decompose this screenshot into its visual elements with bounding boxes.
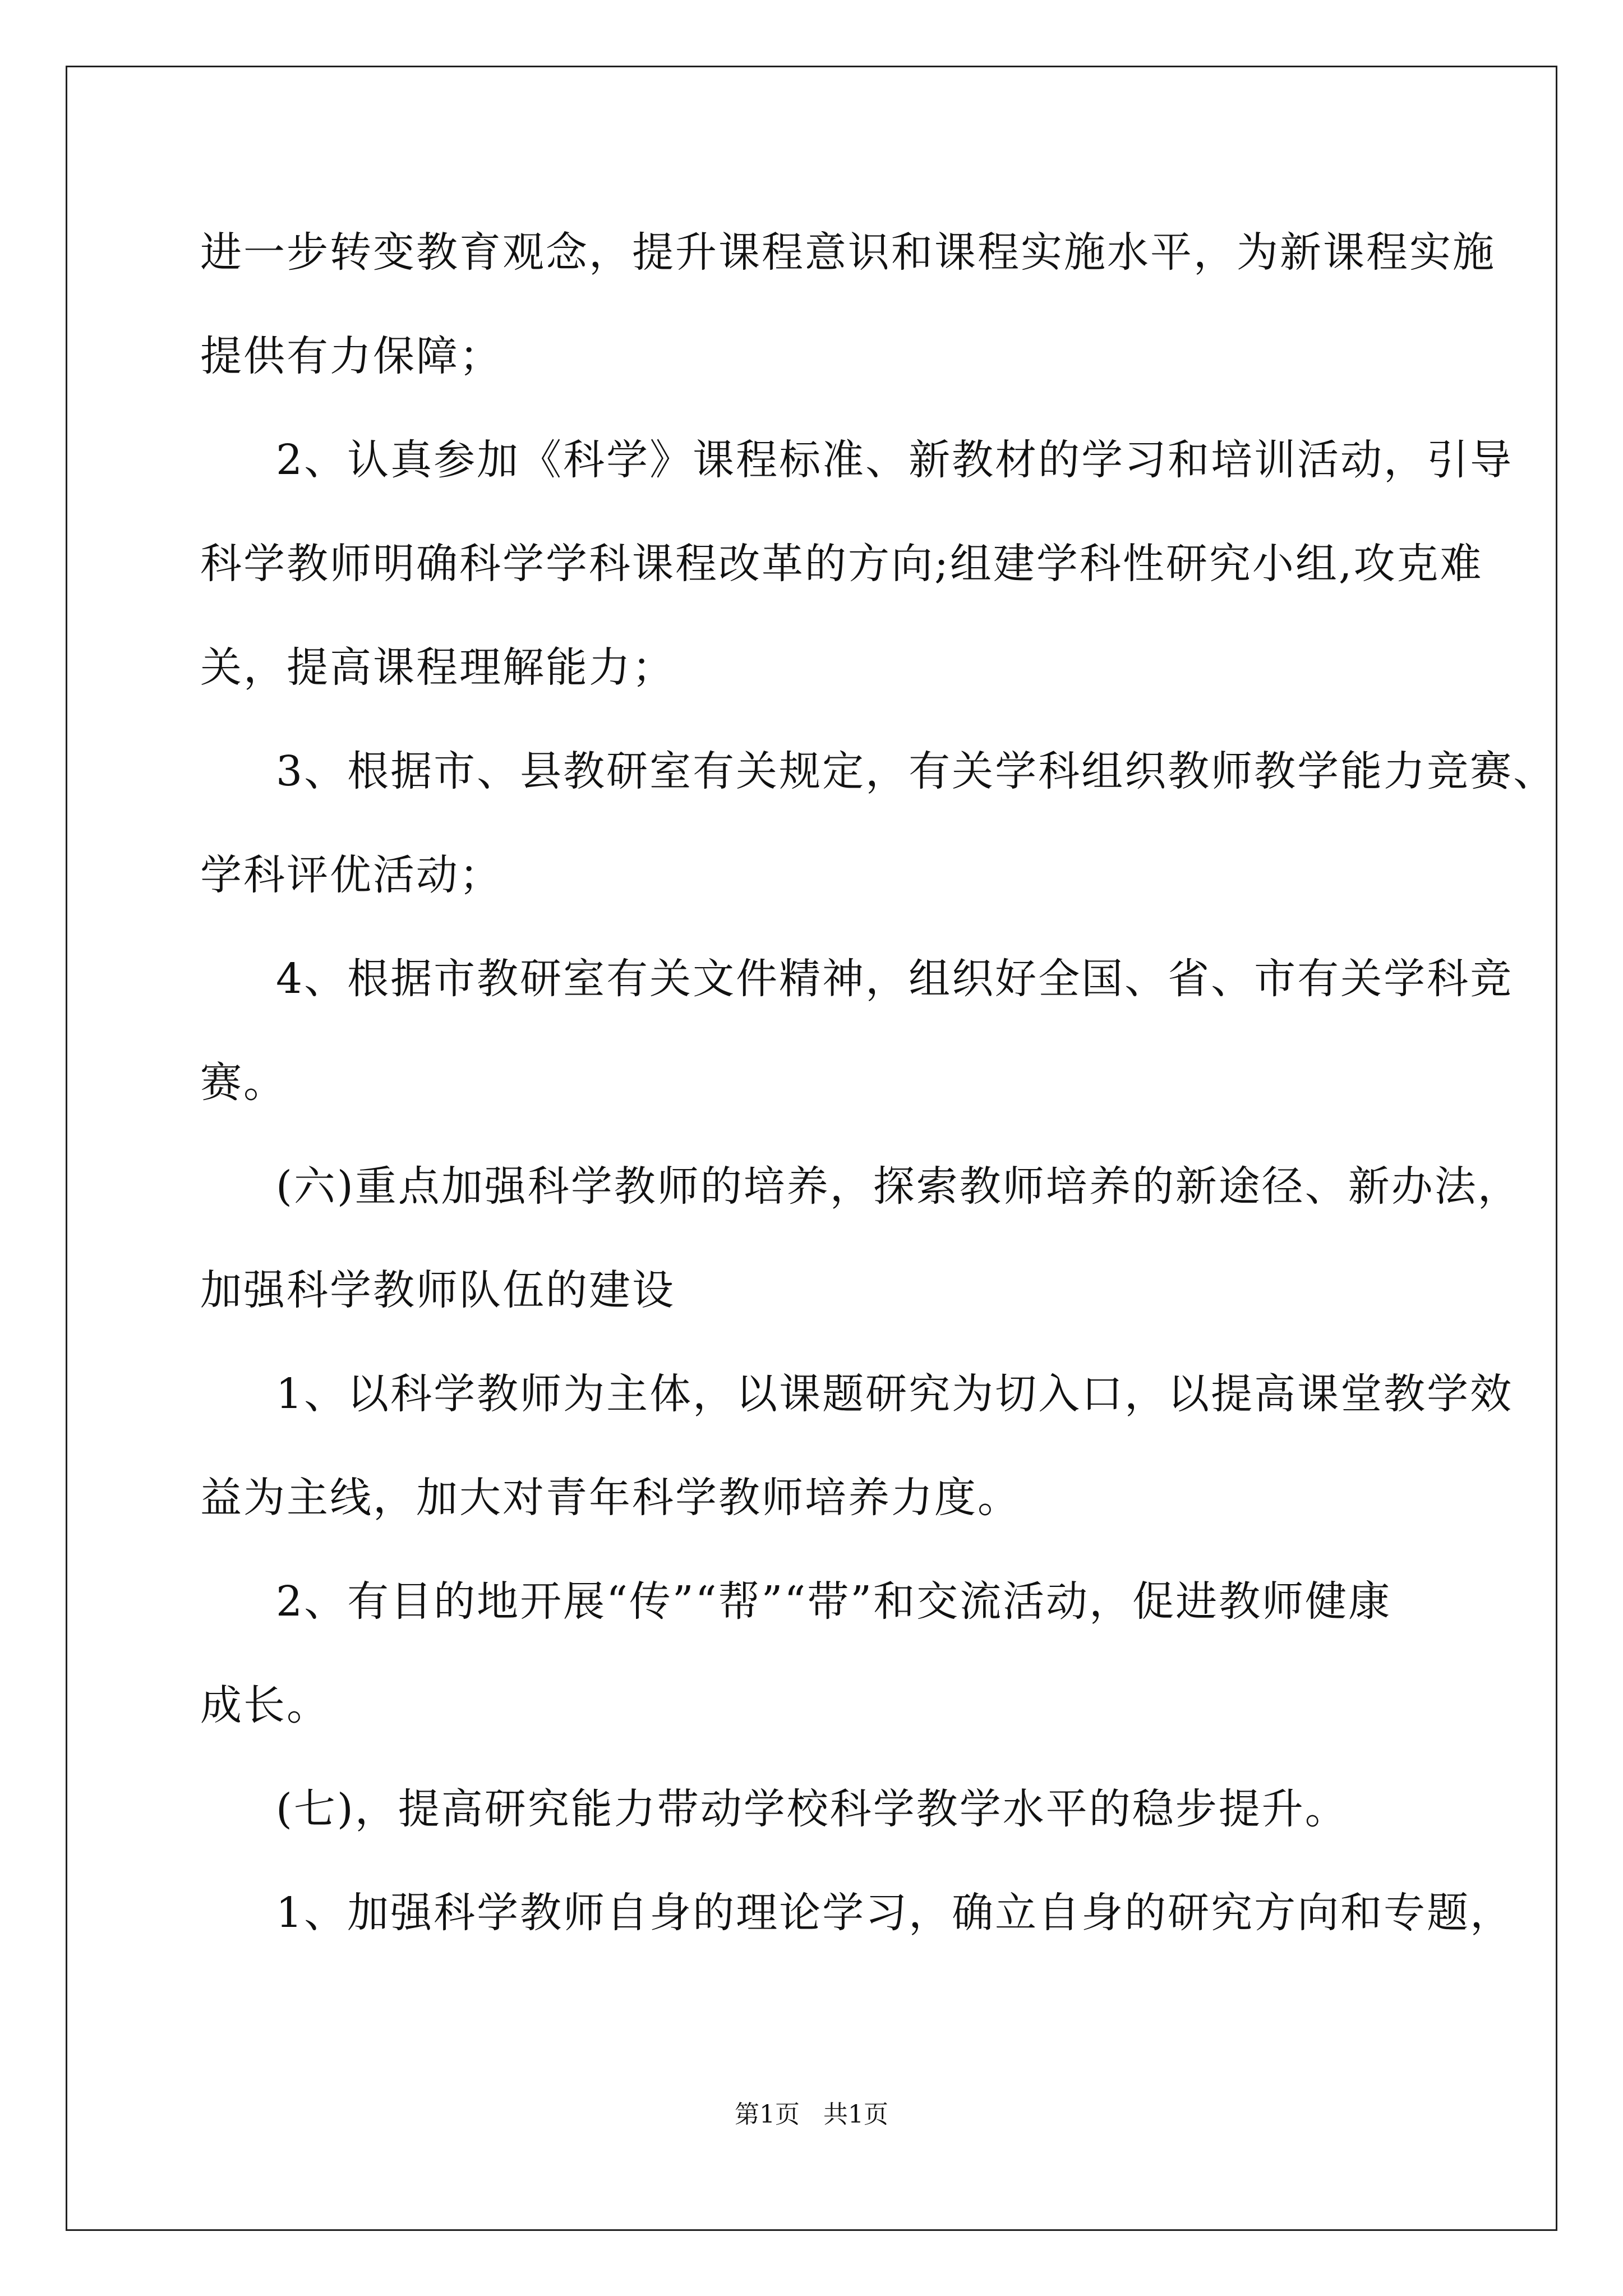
text-line: 加强科学教师队伍的建设	[200, 1266, 675, 1314]
text-line: 学科评优活动；	[200, 851, 502, 899]
text-line: 2、认真参加《科学》课程标准、新教材的学习和培训活动，引导	[276, 436, 1514, 484]
text-line: 益为主线，加大对青年科学教师培养力度。	[200, 1474, 1021, 1522]
text-line: 科学教师明确科学学科课程改革的方向;组建学科性研究小组,攻克难	[200, 540, 1483, 588]
text-line: 赛。	[200, 1059, 287, 1107]
text-line: 4、根据市教研室有关文件精神，组织好全国、省、市有关学科竞	[276, 955, 1514, 1003]
text-line: 1、以科学教师为主体，以课题研究为切入口，以提高课堂教学效	[276, 1370, 1514, 1418]
text-line: 2、有目的地开展“传”“帮”“带”和交流活动，促进教师健康	[276, 1577, 1392, 1626]
text-line: (六)重点加强科学教师的培养，探索教师培养的新途径、新办法，	[276, 1162, 1521, 1211]
text-line: 1、加强科学教师自身的理论学习，确立自身的研究方向和专题，	[276, 1889, 1514, 1937]
page-footer: 第1页 共1页	[735, 2100, 888, 2129]
text-line: 提供有力保障；	[200, 332, 502, 380]
text-line: 进一步转变教育观念，提升课程意识和课程实施水平，为新课程实施	[200, 228, 1496, 277]
text-line: 关，提高课程理解能力；	[200, 643, 675, 692]
text-line: (七)，提高研究能力带动学校科学教学水平的稳步提升。	[276, 1785, 1348, 1833]
text-line: 3、根据市、县教研室有关规定，有关学科组织教师教学能力竞赛、	[276, 747, 1557, 795]
text-line: 成长。	[200, 1681, 330, 1729]
